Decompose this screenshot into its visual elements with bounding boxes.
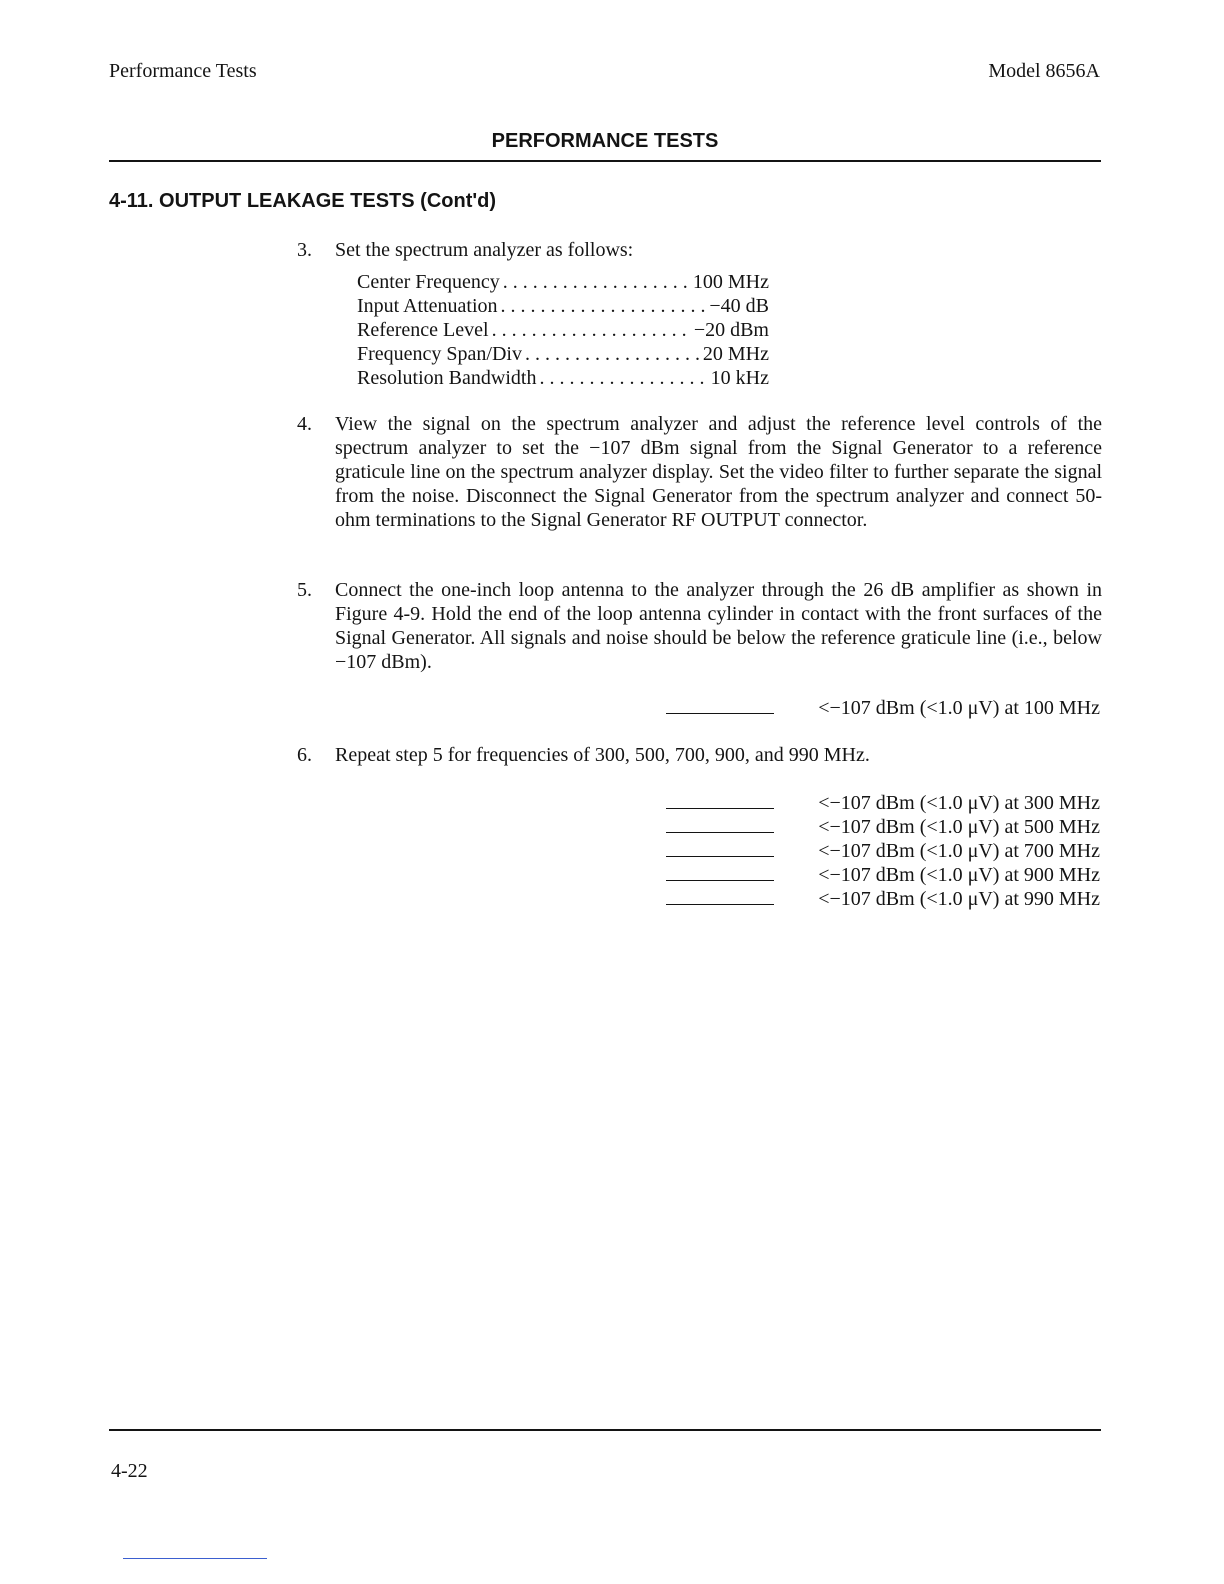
- running-header-left: Performance Tests: [109, 60, 257, 82]
- leader-dots: [503, 270, 690, 294]
- result-row: [666, 791, 1100, 815]
- result-spec: <−107 dBm (<1.0 μV) at 900 MHz: [818, 864, 1100, 886]
- record-blank-line[interactable]: [666, 864, 774, 881]
- setting-value: −20 dBm: [693, 319, 769, 341]
- analyzer-settings-list: [357, 270, 769, 390]
- result-row: [666, 815, 1100, 839]
- setting-row: [357, 318, 769, 342]
- setting-value: 10 kHz: [710, 367, 769, 389]
- leader-dots: [539, 366, 707, 390]
- leader-dots: [501, 294, 707, 318]
- step-4: [297, 412, 1102, 532]
- result-spec: <−107 dBm (<1.0 μV) at 500 MHz: [818, 816, 1100, 838]
- setting-value: 100 MHz: [692, 271, 769, 293]
- record-blank-line[interactable]: [666, 840, 774, 857]
- step-text: View the signal on the spectrum analyzer and adjust the reference level controls of the spectrum analyzer to set the −107 dBm signal from the Signal Generator to a reference graticule line on the spectrum analyzer display. Set the video filter to further separate the signal from the noise. Disconnect the Signal Generator from the spectrum analyzer and connect 50-ohm terminations to the Signal Generator RF OUTPUT connector.: [335, 413, 1102, 531]
- setting-label: Frequency Span/Div: [357, 343, 522, 365]
- record-blank-line[interactable]: [666, 697, 774, 714]
- result-row: [666, 887, 1100, 911]
- result-spec: <−107 dBm (<1.0 μV) at 700 MHz: [818, 840, 1100, 862]
- setting-row: [357, 270, 769, 294]
- setting-row: [357, 342, 769, 366]
- step-text: Repeat step 5 for frequencies of 300, 500, 700, 900, and 990 MHz.: [335, 744, 870, 766]
- setting-label: Center Frequency: [357, 271, 500, 293]
- setting-value: −40 dB: [709, 295, 769, 317]
- leader-dots: [525, 342, 700, 366]
- setting-label: Resolution Bandwidth: [357, 367, 537, 389]
- step-3: [297, 238, 1102, 262]
- footer-link-underline: [123, 1558, 267, 1559]
- result-row: [666, 839, 1100, 863]
- setting-row: [357, 366, 769, 390]
- step-number: 4.: [297, 413, 312, 435]
- record-blank-line[interactable]: [666, 792, 774, 809]
- step-6: [297, 743, 1102, 767]
- results-step-6: [666, 791, 1100, 911]
- results-step-5: [666, 696, 1100, 720]
- bottom-rule: [109, 1429, 1101, 1431]
- result-spec: <−107 dBm (<1.0 μV) at 990 MHz: [818, 888, 1100, 910]
- step-text: Set the spectrum analyzer as follows:: [335, 239, 634, 261]
- result-row: [666, 863, 1100, 887]
- setting-label: Reference Level: [357, 319, 489, 341]
- step-number: 3.: [297, 239, 312, 261]
- running-header-right: Model 8656A: [988, 60, 1100, 82]
- page-number: 4-22: [111, 1460, 148, 1482]
- step-text: Connect the one-inch loop antenna to the analyzer through the 26 dB amplifier as shown in Figure 4-9. Hold the end of the loop antenna cylinder in contact with the front surfaces of the Signal Generator. All signals and noise should be below the reference graticule line (i.e., below −107 dBm).: [335, 579, 1102, 673]
- step-number: 6.: [297, 744, 312, 766]
- leader-dots: [492, 318, 691, 342]
- record-blank-line[interactable]: [666, 816, 774, 833]
- setting-row: [357, 294, 769, 318]
- setting-value: 20 MHz: [702, 343, 769, 365]
- step-number: 5.: [297, 579, 312, 601]
- result-spec: <−107 dBm (<1.0 μV) at 300 MHz: [818, 792, 1100, 814]
- result-row: [666, 696, 1100, 720]
- setting-label: Input Attenuation: [357, 295, 498, 317]
- section-title: PERFORMANCE TESTS: [491, 130, 719, 152]
- result-spec: <−107 dBm (<1.0 μV) at 100 MHz: [818, 697, 1100, 719]
- top-rule: [109, 160, 1101, 162]
- subsection-title: 4-11. OUTPUT LEAKAGE TESTS (Cont'd): [109, 190, 496, 212]
- step-5: [297, 578, 1102, 674]
- record-blank-line[interactable]: [666, 888, 774, 905]
